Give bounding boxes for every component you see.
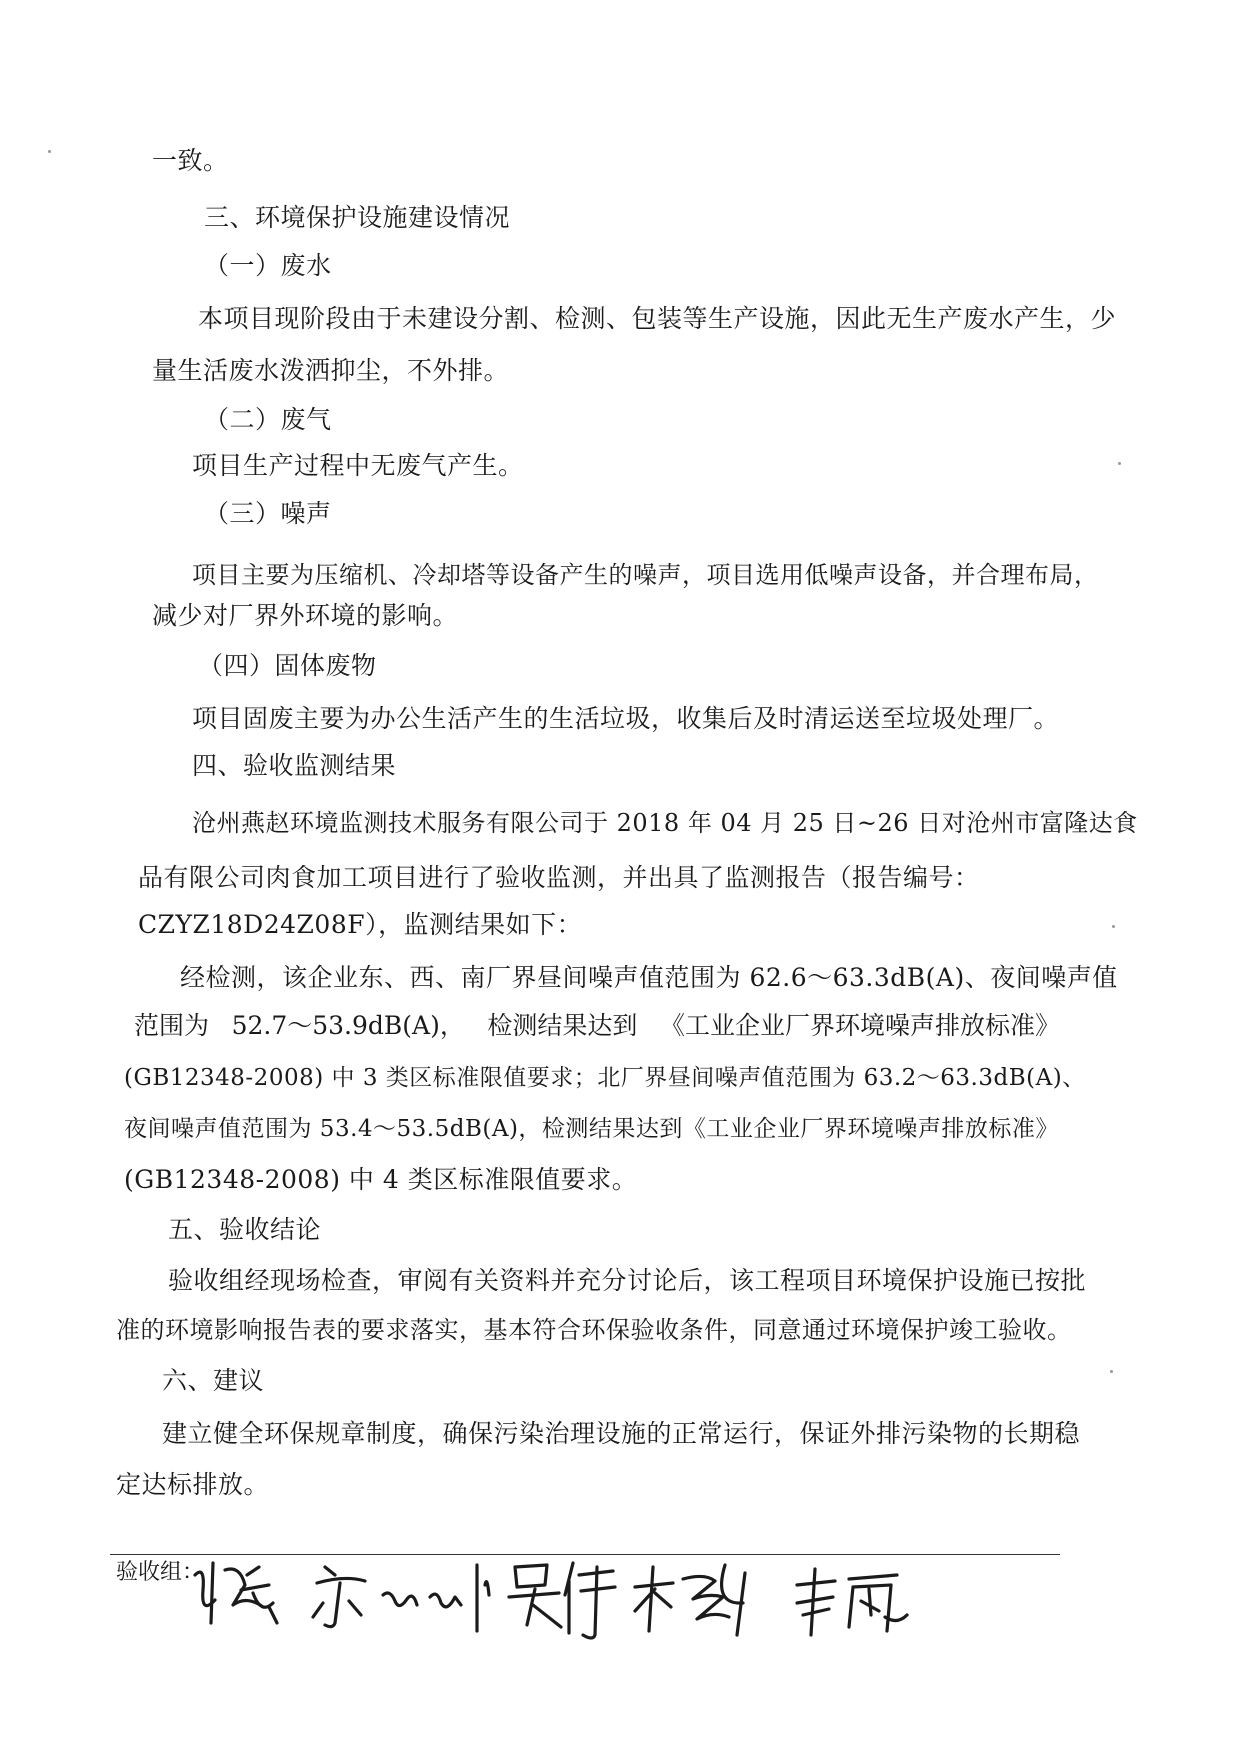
text-line: 量生活废水泼洒抑尘，不外排。 [152,356,510,385]
text-segment: 检测结果达到 [487,1011,638,1040]
signature-1 [195,1563,277,1623]
section-heading: 三、环境保护设施建设情况 [204,203,511,232]
text-line: 沧州燕赵环境监测技术服务有限公司于 2018 年 04 月 25 日~26 日对沧州市富隆达食 [192,809,1138,837]
text-line: (GB12348-2008) 中 4 类区标准限值要求。 [124,1165,638,1194]
text-line [134,1011,1060,1041]
scan-speck [1118,462,1121,465]
text-line: 减少对厂界外环境的影响。 [152,601,459,630]
text-line: 一致。 [152,146,229,175]
text-line: 经检测，该企业东、西、南厂界昼间噪声值范围为 62.6～63.3dB(A)、夜间噪声值 [180,963,1118,992]
section-heading: 四、验收监测结果 [192,751,397,780]
text-line: 建立健全环保规章制度，确保污染治理设施的正常运行，保证外排污染物的长期稳 [162,1419,1081,1448]
text-segment: 范围为 [134,1011,210,1040]
signature-label: 验收组： [116,1560,205,1585]
signature-5 [797,1569,907,1635]
text-line: 准的环境影响报告表的要求落实，基本符合环保验收条件，同意通过环境保护竣工验收。 [116,1316,1072,1344]
text-line: 项目主要为压缩机、冷却塔等设备产生的噪声，项目选用低噪声设备，并合理布局， [192,561,1099,589]
subsection-heading: （四）固体废物 [198,651,377,680]
signature-4 [635,1565,745,1635]
subsection-heading: （一）废水 [204,251,332,280]
text-line: CZYZ18D24Z08F），监测结果如下： [138,910,583,939]
text-segment: 52.7～53.9dB(A)， [231,1011,465,1040]
signatures-block [185,1545,945,1645]
text-line: (GB12348-2008) 中 3 类区标准限值要求；北厂界昼间噪声值范围为 63.2～63.3dB(A)、 [124,1065,1086,1091]
text-line: 本项目现阶段由于未建设分割、检测、包装等生产设施，因此无生产废水产生，少 [198,304,1117,333]
section-heading: 五、验收结论 [168,1215,322,1244]
signature-3 [509,1563,615,1638]
text-segment: 《工业企业厂界环境噪声排放标准》 [659,1011,1060,1040]
scan-speck [48,150,51,153]
text-line: 夜间噪声值范围为 53.4～53.5dB(A)，检测结果达到《工业企业厂界环境噪声排放标准》 [124,1116,1059,1142]
subsection-heading: （三）噪声 [204,499,332,528]
scan-speck [1110,1370,1113,1373]
section-heading: 六、建议 [162,1366,265,1395]
scan-speck [1112,925,1115,928]
subsection-heading: （二）废气 [204,405,332,434]
text-line: 验收组经现场检查，审阅有关资料并充分讨论后，该工程项目环境保护设施已按批 [168,1266,1087,1295]
text-line: 项目生产过程中无废气产生。 [192,451,524,480]
signature-2 [313,1565,489,1631]
text-line: 定达标排放。 [116,1470,270,1499]
text-line: 项目固废主要为办公生活产生的生活垃圾，收集后及时清运送至垃圾处理厂。 [192,704,1060,733]
text-line: 品有限公司肉食加工项目进行了验收监测，并出具了监测报告（报告编号： [138,863,980,892]
